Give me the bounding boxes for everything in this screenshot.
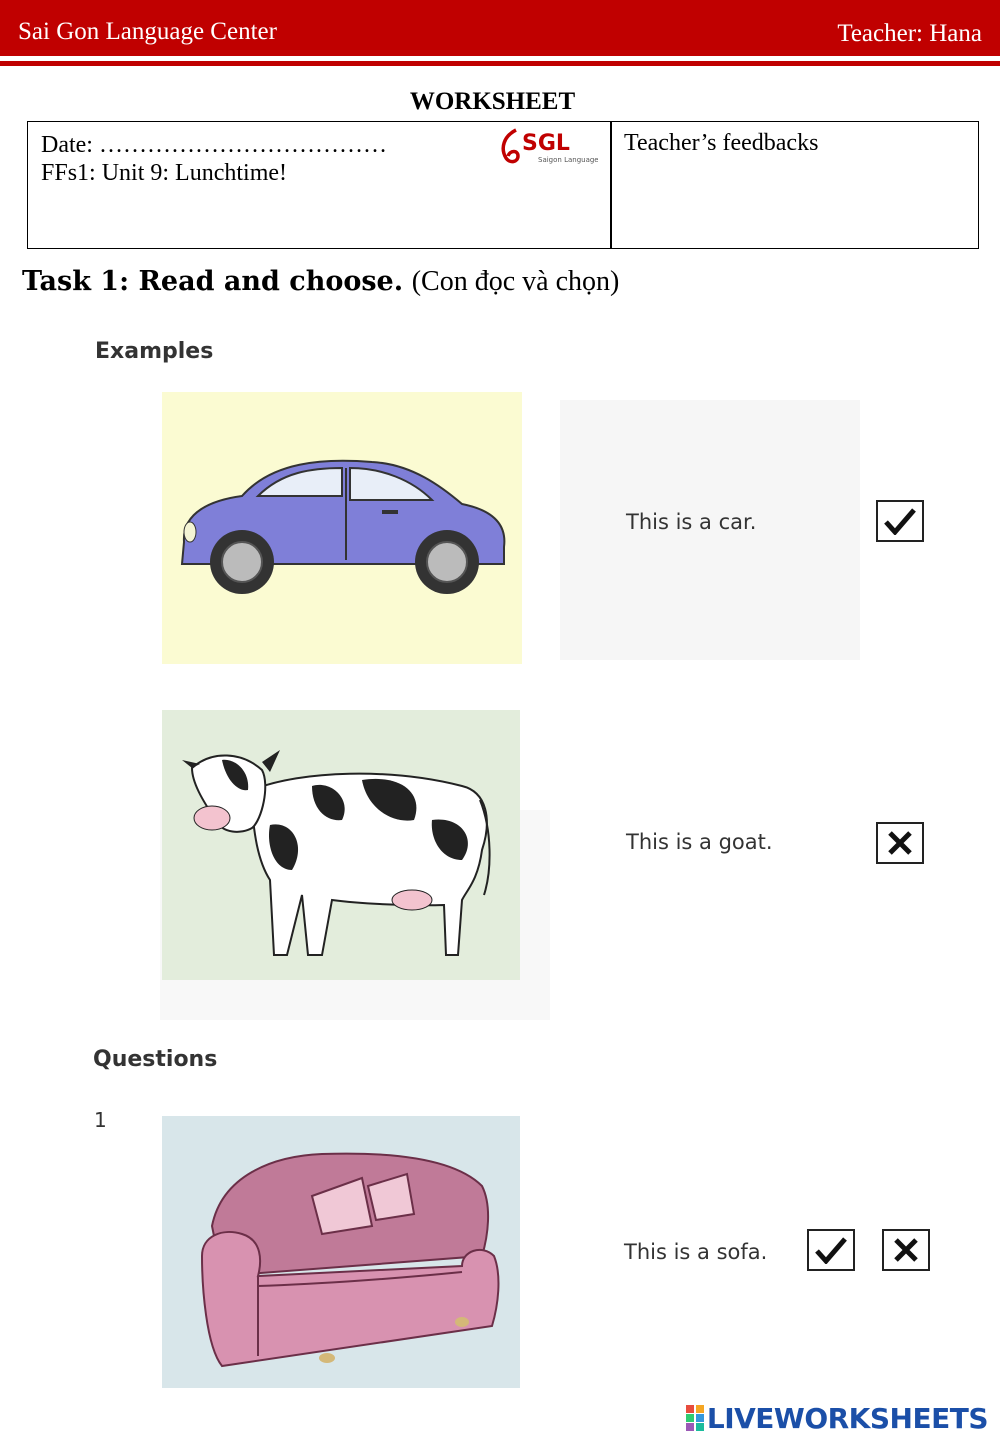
car-picture [162,392,522,664]
worksheet-title: WORKSHEET [409,88,576,115]
task-title: Task 1: Read and choose. [22,266,404,297]
svg-text:Saigon Language: Saigon Language [538,156,598,164]
answer-box-check [876,500,924,542]
svg-text:SGL: SGL [522,131,570,156]
sgl-logo [498,126,598,168]
answer-box-cross [876,822,924,864]
cow-picture [162,710,520,980]
teacher-feedback-label: Teacher’s feedbacks [624,130,819,156]
sentence-cow: This is a goat. [626,830,773,854]
answer-option-cross[interactable] [882,1229,930,1271]
task-heading [22,266,619,298]
cross-icon [886,829,914,857]
sofa-picture [162,1116,520,1388]
teacher-name: Teacher: Hana [837,20,982,47]
check-icon [883,507,917,535]
school-name: Sai Gon Language Center [18,18,277,45]
task-vietnamese: (Con đọc và chọn) [411,266,620,297]
sentence-car: This is a car. [626,510,757,534]
liveworksheets-logo [686,1402,988,1435]
brand-text: LIVEWORKSHEETS [706,1402,988,1435]
info-box-divider [610,122,612,248]
sentence-sofa: This is a sofa. [624,1240,768,1264]
liveworksheets-icon [686,1405,704,1431]
date-field: Date: ……………………………… [41,132,387,158]
header-bar [0,0,1000,56]
question-number: 1 [94,1108,107,1132]
answer-option-check[interactable] [807,1229,855,1271]
unit-title: FFs1: Unit 9: Lunchtime! [41,160,287,186]
cross-icon [892,1236,920,1264]
questions-label: Questions [93,1047,218,1072]
info-box [27,121,979,249]
check-icon [814,1236,848,1264]
examples-label: Examples [95,339,214,364]
header-divider [0,61,1000,66]
